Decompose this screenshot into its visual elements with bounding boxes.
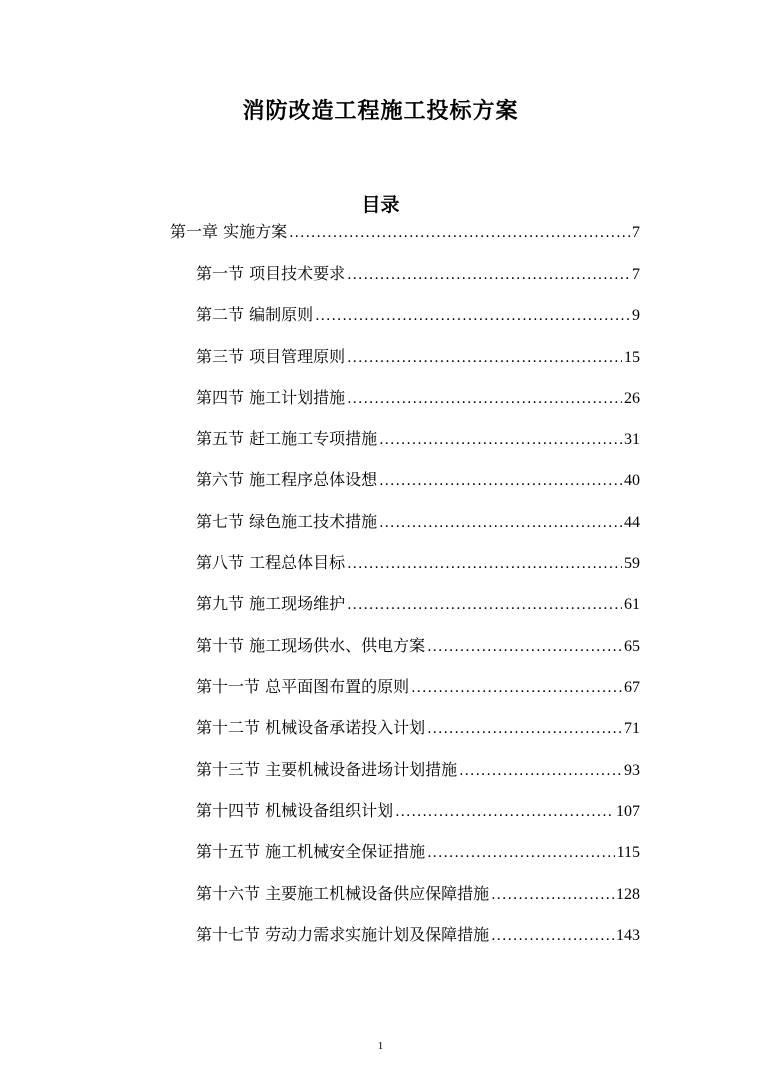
toc-entry-label: 第十节 施工现场供水、供电方案 xyxy=(196,636,426,655)
toc-entry-label: 第三节 项目管理原则 xyxy=(196,347,346,366)
toc-entry-page: 61 xyxy=(624,596,640,613)
toc-entry-page: 31 xyxy=(624,431,640,448)
toc-dot-leader xyxy=(379,469,622,493)
toc-entry-label: 第一节 项目技术要求 xyxy=(196,264,346,283)
toc-entry-page: 44 xyxy=(624,514,640,531)
toc-entry-label: 第五节 赶工施工专项措施 xyxy=(196,429,378,448)
toc-entry-page: 143 xyxy=(616,927,640,944)
toc-entry-page: 26 xyxy=(624,390,640,407)
toc-entry-label: 第四节 施工计划措施 xyxy=(196,388,346,407)
toc-section-entry[interactable] xyxy=(196,675,640,699)
page-number: 1 xyxy=(377,1040,384,1052)
toc-section-entry[interactable] xyxy=(196,634,640,658)
toc-dot-leader xyxy=(347,263,630,287)
toc-dot-leader xyxy=(347,346,622,370)
toc-entry-label: 第七节 绿色施工技术措施 xyxy=(196,512,378,531)
toc-entry-label: 第一章 实施方案 xyxy=(170,222,288,241)
toc-entry-label: 第十一节 总平面图布置的原则 xyxy=(196,677,410,696)
toc-section-entry[interactable] xyxy=(196,468,640,492)
toc-dot-leader xyxy=(347,593,622,617)
toc-section-entry[interactable] xyxy=(196,386,640,410)
toc-entry-label: 第十三节 主要机械设备进场计划措施 xyxy=(196,760,458,779)
toc-section-entry[interactable] xyxy=(196,303,640,327)
toc-entry-page: 67 xyxy=(624,679,640,696)
toc-section-entry[interactable] xyxy=(196,551,640,575)
toc-entry-page: 71 xyxy=(624,720,640,737)
toc-chapter-entry[interactable] xyxy=(170,220,640,244)
toc-dot-leader xyxy=(427,635,622,659)
toc-section-entry[interactable] xyxy=(196,262,640,286)
toc-entry-page: 7 xyxy=(632,266,640,283)
toc-dot-leader xyxy=(379,428,622,452)
toc-dot-leader xyxy=(289,221,630,245)
toc-section-entry[interactable] xyxy=(196,510,640,534)
toc-dot-leader xyxy=(459,759,622,783)
toc-dot-leader xyxy=(491,883,614,907)
toc-entry-page: 7 xyxy=(632,224,640,241)
toc-dot-leader xyxy=(315,304,630,328)
toc-section-entry[interactable] xyxy=(196,427,640,451)
toc-section-entry[interactable] xyxy=(196,716,640,740)
toc-entry-label: 第九节 施工现场维护 xyxy=(196,594,346,613)
toc-section-entry[interactable] xyxy=(196,345,640,369)
toc-entry-page: 128 xyxy=(616,886,640,903)
document-title: 消防改造工程施工投标方案 xyxy=(242,99,519,124)
toc-entry-label: 第十二节 机械设备承诺投入计划 xyxy=(196,718,426,737)
toc-entry-page: 15 xyxy=(624,349,640,366)
toc-entry-label: 第八节 工程总体目标 xyxy=(196,553,346,572)
toc-dot-leader xyxy=(491,924,614,948)
toc-entry-page: 107 xyxy=(616,803,640,820)
toc-section-entry[interactable] xyxy=(196,923,640,947)
toc-dot-leader xyxy=(347,387,622,411)
toc-dot-leader xyxy=(379,511,622,535)
toc-dot-leader xyxy=(411,676,622,700)
toc-entry-page: 59 xyxy=(624,555,640,572)
toc-section-entry[interactable] xyxy=(196,592,640,616)
toc-dot-leader xyxy=(395,800,614,824)
toc-entry-page: 40 xyxy=(624,472,640,489)
toc-dot-leader xyxy=(427,841,615,865)
toc-entry-page: 115 xyxy=(616,844,640,861)
toc-section-entry[interactable] xyxy=(196,799,640,823)
toc-heading: 目录 xyxy=(361,194,400,216)
toc-dot-leader xyxy=(347,552,622,576)
toc-section-entry[interactable] xyxy=(196,840,640,864)
toc-entry-label: 第十四节 机械设备组织计划 xyxy=(196,801,394,820)
toc-entry-label: 第六节 施工程序总体设想 xyxy=(196,470,378,489)
toc-entry-page: 9 xyxy=(632,307,640,324)
toc-section-entry[interactable] xyxy=(196,882,640,906)
toc-entry-label: 第十五节 施工机械安全保证措施 xyxy=(196,842,426,861)
toc-entry-page: 93 xyxy=(624,762,640,779)
toc-dot-leader xyxy=(427,717,622,741)
toc-section-entry[interactable] xyxy=(196,758,640,782)
toc-entry-page: 65 xyxy=(624,638,640,655)
toc-entry-label: 第二节 编制原则 xyxy=(196,305,314,324)
toc-entry-label: 第十六节 主要施工机械设备供应保障措施 xyxy=(196,884,490,903)
toc-entry-label: 第十七节 劳动力需求实施计划及保障措施 xyxy=(196,925,490,944)
